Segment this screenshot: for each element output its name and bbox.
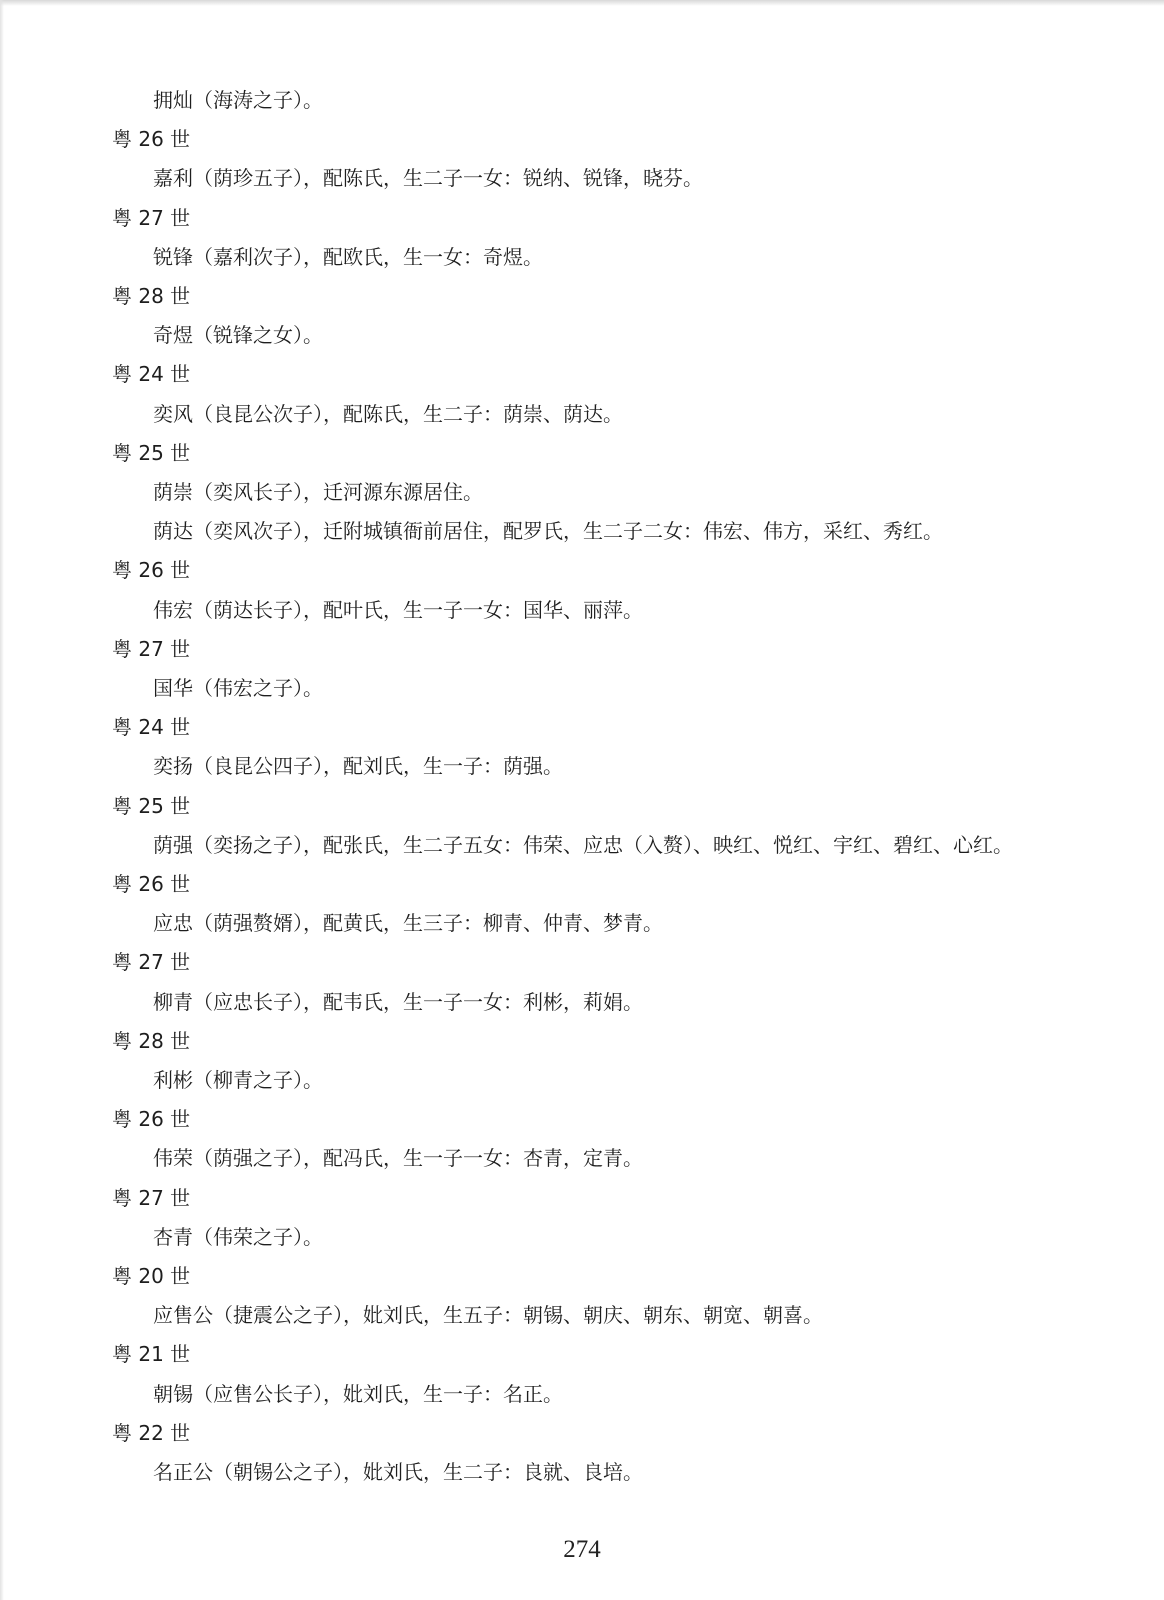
genealogy-entry: 朝锡（应售公长子），妣刘氏，生一子：名正。: [153, 1381, 563, 1406]
page-number: 274: [563, 1536, 601, 1563]
genealogy-entry: 嘉利（荫珍五子），配陈氏，生二子一女：锐纳、锐锋，晓芬。: [153, 166, 703, 191]
generation-heading: 粤 27 世: [112, 950, 191, 975]
generation-heading: 粤 28 世: [112, 1028, 191, 1053]
genealogy-entry: 奕扬（良昆公四子），配刘氏，生一子：荫强。: [153, 754, 563, 779]
genealogy-entry: 利彬（柳青之子）。: [153, 1068, 323, 1092]
genealogy-entry: 拥灿（海涛之子）。: [153, 88, 323, 112]
genealogy-entry: 荫崇（奕风长子），迁河源东源居住。: [153, 480, 483, 504]
generation-heading: 粤 27 世: [112, 636, 191, 661]
genealogy-entry: 名正公（朝锡公之子），妣刘氏，生二子：良就、良培。: [153, 1460, 643, 1484]
genealogy-entry: 锐锋（嘉利次子），配欧氏，生一女：奇煜。: [153, 244, 543, 269]
generation-heading: 粤 26 世: [112, 127, 191, 152]
generation-heading: 粤 26 世: [112, 872, 191, 896]
genealogy-entry: 应忠（荫强赘婿），配黄氏，生三子：柳青、仲青、梦青。: [153, 911, 663, 936]
generation-heading: 粤 26 世: [112, 558, 191, 583]
generation-heading: 粤 24 世: [112, 715, 191, 740]
genealogy-entry: 伟宏（荫达长子），配叶氏，生一子一女：国华、丽萍。: [153, 597, 643, 622]
generation-heading: 粤 25 世: [112, 793, 191, 818]
genealogy-entry: 荫达（奕风次子），迁附城镇衙前居住，配罗氏，生二子二女：伟宏、伟方，采红、秀红。: [153, 519, 943, 544]
generation-heading: 粤 26 世: [112, 1107, 191, 1132]
genealogy-entry: 杏青（伟荣之子）。: [153, 1224, 323, 1249]
generation-heading: 粤 27 世: [112, 205, 191, 230]
genealogy-entry: 荫强（奕扬之子），配张氏，生二子五女：伟荣、应忠（入赘）、映红、悦红、宇红、碧红、心红。: [153, 832, 1013, 857]
genealogy-entry: 应售公（捷震公之子），妣刘氏，生五子：朝锡、朝庆、朝东、朝宽、朝喜。: [153, 1303, 823, 1328]
genealogy-entry: 奇煜（锐锋之女）。: [153, 323, 323, 348]
generation-heading: 粤 21 世: [112, 1342, 191, 1367]
generation-heading: 粤 25 世: [112, 440, 191, 465]
generation-heading: 粤 24 世: [112, 362, 191, 387]
genealogy-entry: 伟荣（荫强之子），配冯氏，生一子一女：杏青，定青。: [153, 1146, 643, 1171]
genealogy-entry: 国华（伟宏之子）。: [153, 676, 323, 700]
genealogy-entry: 奕风（良昆公次子），配陈氏，生二子：荫崇、荫达。: [153, 401, 623, 426]
generation-heading: 粤 20 世: [112, 1264, 191, 1288]
genealogy-entry: 柳青（应忠长子），配韦氏，生一子一女：利彬，莉娟。: [153, 989, 643, 1014]
generation-heading: 粤 28 世: [112, 284, 191, 308]
generation-heading: 粤 22 世: [112, 1420, 191, 1445]
generation-heading: 粤 27 世: [112, 1185, 191, 1210]
